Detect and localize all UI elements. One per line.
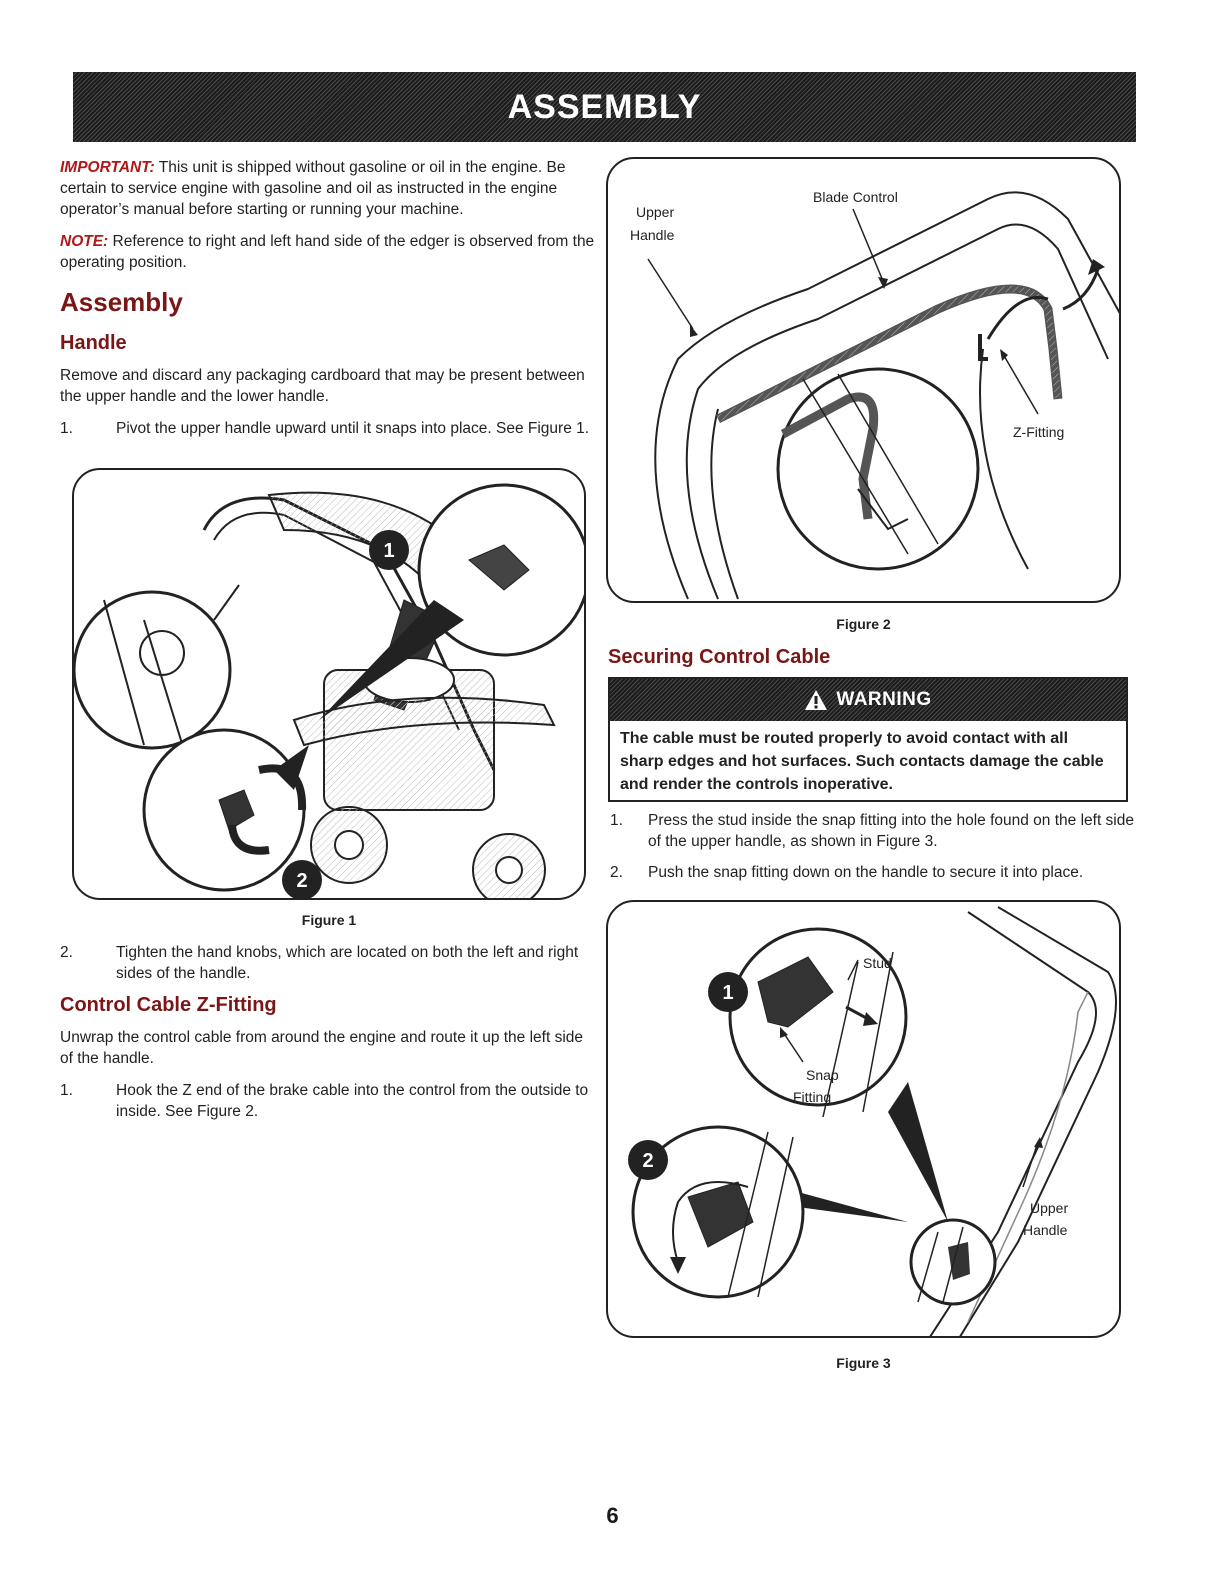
figure-2-illustration [606, 157, 1121, 603]
step-text: Tighten the hand knobs, which are located on both the left and right sides of the handle. [116, 944, 579, 982]
note-text: Reference to right and left hand side of the edger is observed from the operating position. [60, 233, 595, 271]
step-number: 2. [60, 944, 73, 961]
step-text: Pivot the upper handle upward until it snaps into place. See Figure 1. [116, 420, 590, 437]
label-upper: Upper [636, 204, 675, 220]
step-number: 1. [60, 420, 73, 437]
figure-3-caption: Figure 3 [836, 1355, 891, 1371]
handle-step-1 [60, 418, 595, 439]
subheading-z-fitting: Control Cable Z-Fitting [60, 994, 277, 1016]
step-number: 2. [610, 864, 623, 881]
warning-box [608, 677, 1128, 802]
page-number: 6 [606, 1503, 619, 1528]
step-number: 1. [610, 812, 623, 829]
badge-2 [628, 1140, 668, 1180]
figure-1-illustration [72, 468, 586, 900]
warning-triangle-icon [804, 689, 828, 711]
section-heading-assembly: Assembly [60, 287, 183, 317]
label-handle: Handle [630, 227, 675, 243]
label-upper: Upper [1030, 1200, 1069, 1216]
label-fitting: Fitting [793, 1089, 832, 1105]
left-column-continued [60, 942, 595, 1132]
handle-step-2 [60, 942, 595, 984]
warning-header [610, 679, 1126, 721]
badge-1 [369, 530, 409, 570]
figure-1-caption: Figure 1 [301, 912, 357, 928]
label-snap: Snap [806, 1067, 839, 1083]
label-stud: Stud [863, 955, 892, 971]
edger-handle-assembly-drawing [74, 470, 586, 900]
right-column-steps [610, 810, 1135, 893]
z-fitting-intro: Unwrap the control cable from around the engine and route it up the left side of the handle. [60, 1029, 584, 1067]
securing-step-1 [610, 810, 1135, 852]
label-z-fitting: Z-Fitting [1013, 424, 1065, 440]
note-label: NOTE: [60, 233, 109, 250]
securing-step-2 [610, 862, 1135, 883]
svg-text:1: 1 [383, 540, 395, 562]
subheading-securing-control-cable: Securing Control Cable [608, 646, 831, 668]
important-text: This unit is shipped without gasoline or oil in the engine. Be certain to service engine with gasoline and oil as instructed in the engine operator’s manual before starting or running your machine. [60, 159, 566, 218]
left-column [60, 157, 595, 449]
svg-text:1: 1 [722, 982, 734, 1004]
note-paragraph [60, 231, 595, 273]
snap-fitting-drawing [608, 902, 1121, 1338]
svg-text:2: 2 [296, 870, 308, 892]
important-paragraph [60, 157, 595, 220]
step-number: 1. [60, 1082, 73, 1099]
label-handle: Handle [1023, 1222, 1068, 1238]
label-blade-control: Blade Control [813, 189, 898, 205]
figure-2-caption: Figure 2 [836, 616, 891, 632]
warning-text: The cable must be routed properly to avoid contact with all sharp edges and hot surfaces. Such contacts damage the cable and render the controls inoperative. [620, 730, 1104, 793]
page-title: ASSEMBLY [507, 87, 702, 126]
step-text: Hook the Z end of the brake cable into the control from the outside to inside. See Figure 2. [116, 1082, 589, 1120]
subheading-handle: Handle [60, 332, 127, 354]
figure-3-illustration [606, 900, 1121, 1338]
badge-2 [282, 860, 322, 900]
handle-intro: Remove and discard any packaging cardboard that may be present between the upper handle and the lower handle. [60, 367, 585, 405]
blade-control-z-fitting-drawing [608, 159, 1121, 603]
svg-text:2: 2 [642, 1150, 654, 1172]
badge-1 [708, 972, 748, 1012]
z-fitting-step-1 [60, 1080, 595, 1122]
step-text: Press the stud inside the snap fitting into the hole found on the left side of the upper handle, as shown in Figure 3. [648, 812, 1134, 850]
section-banner [73, 72, 1136, 142]
warning-title: WARNING [836, 689, 932, 710]
step-text: Push the snap fitting down on the handle to secure it into place. [648, 864, 1084, 881]
important-label: IMPORTANT: [60, 159, 155, 176]
